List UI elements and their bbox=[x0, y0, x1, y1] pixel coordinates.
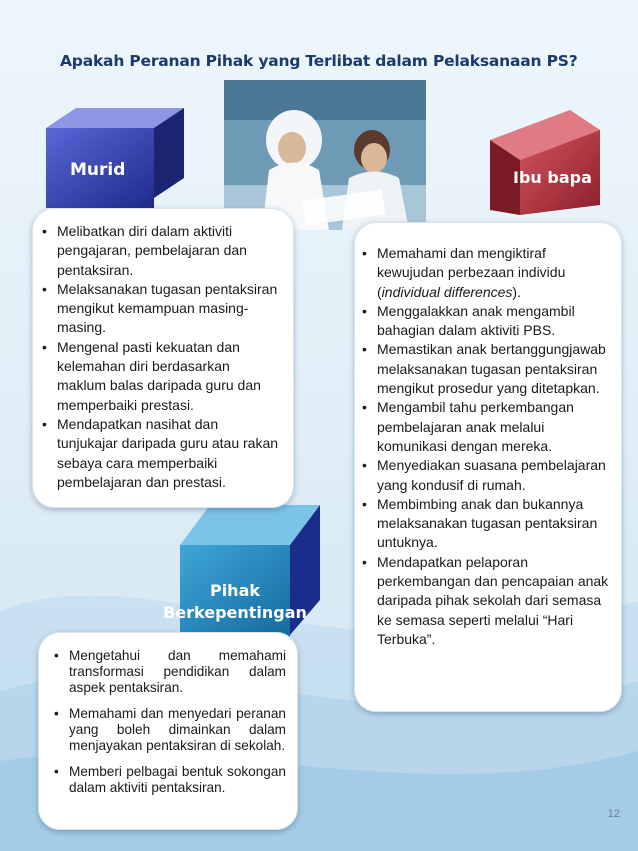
ibubapa-card bbox=[354, 222, 622, 712]
ibubapa-item: • Mendapatkan pelaporan perkembangan dan pencapaian anak daripada pihak sekolah dari semasa ke semasa seperti melalui “Hari Terbuka”. bbox=[358, 553, 612, 649]
murid-item: • Mendapatkan nasihat dan tunjukajar daripada guru atau rakan sebaya cara memperbaiki pembelajaran dan prestasi. bbox=[38, 415, 282, 492]
ibubapa-label: Ibu bapa bbox=[513, 168, 592, 187]
murid-item: • Melibatkan diri dalam aktiviti pengajaran, pembelajaran dan pentaksiran. bbox=[38, 222, 282, 280]
ibubapa-box bbox=[460, 100, 610, 220]
ibubapa-item: • Menggalakkan anak mengambil bahagian dalam aktiviti PBS. bbox=[358, 302, 612, 341]
pihak-label bbox=[150, 580, 320, 624]
ibubapa-item: • Menyediakan suasana pembelajaran yang kondusif di rumah. bbox=[358, 456, 612, 495]
pihak-item: • Mengetahui dan memahami transformasi pendidikan dalam aspek pentaksiran. bbox=[50, 648, 286, 696]
murid-item: • Mengenal pasti kekuatan dan kelemahan diri berdasarkan maklum balas daripada guru dan memperbaiki prestasi. bbox=[38, 338, 282, 415]
murid-label: Murid bbox=[70, 160, 126, 180]
ibubapa-item1-pre: Memahami dan mengiktiraf kewujudan perbezaan individu ( bbox=[377, 245, 566, 300]
pihak-item: • Memberi pelbagai bentuk sokongan dalam aktiviti pentaksiran. bbox=[50, 764, 286, 796]
murid-item: • Melaksanakan tugasan pentaksiran mengikut kemampuan masing-masing. bbox=[38, 280, 282, 338]
murid-card bbox=[32, 208, 294, 508]
pihak-item: • Memahami dan menyedari peranan yang boleh dimainkan dalam menjayakan pentaksiran di sekolah. bbox=[50, 706, 286, 754]
ibubapa-item1-post: ). bbox=[512, 283, 521, 300]
page-number: 12 bbox=[607, 808, 620, 820]
pihak-card bbox=[38, 632, 298, 830]
pihak-label-line2: Berkepentingan bbox=[163, 603, 307, 622]
page-title: Apakah Peranan Pihak yang Terlibat dalam Pelaksanaan PS? bbox=[60, 52, 578, 70]
ibubapa-item1-em: individual differences bbox=[381, 283, 513, 300]
pihak-label-line1: Pihak bbox=[209, 581, 261, 600]
ibubapa-item: • Membimbing anak dan bukannya melaksanakan tugasan pentaksiran untuknya. bbox=[358, 495, 612, 553]
ibubapa-item bbox=[358, 244, 612, 302]
ibubapa-item: • Mengambil tahu perkembangan pembelajaran anak melalui komunikasi dengan mereka. bbox=[358, 398, 612, 456]
ibubapa-item: • Memastikan anak bertanggungjawab melaksanakan tugasan pentaksiran mengikut prosedur yang ditetapkan. bbox=[358, 340, 612, 398]
